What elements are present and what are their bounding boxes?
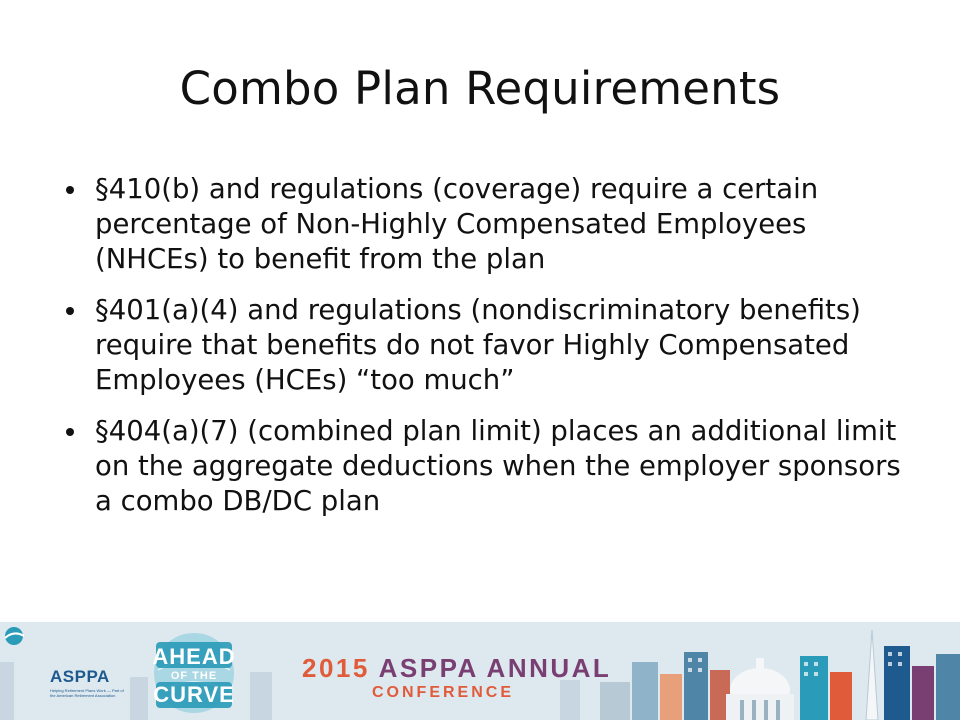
bullet-dot-icon <box>66 428 74 436</box>
bullet-dot-icon <box>66 307 74 315</box>
bullet-text: §410(b) and regulations (coverage) require a certain percentage of Non-Highly Compensated Employees (NHCEs) to benefit from the plan <box>95 173 819 275</box>
bullet-text: §401(a)(4) and regulations (nondiscriminatory benefits) require that benefits do not favor Highly Compensated Employees (HCEs) “too much” <box>95 294 861 396</box>
bullet-dot-icon <box>66 186 74 194</box>
conference-year: 2015 <box>302 653 370 683</box>
conference-subtitle: CONFERENCE <box>372 684 515 701</box>
bullet-list <box>62 172 912 535</box>
asppa-logo-icon <box>0 622 105 662</box>
asppa-tagline: Helping Retirement Plans Work — Part of the American Retirement Association <box>50 688 124 698</box>
ahead-of-the-curve-badge <box>148 630 240 716</box>
badge-line-2: OF THE <box>170 670 218 682</box>
bullet-item <box>62 172 912 277</box>
bullet-item <box>62 293 912 398</box>
conference-title <box>302 653 611 684</box>
slide-title: Combo Plan Requirements <box>179 62 781 115</box>
asppa-name: ASPPA <box>50 667 110 686</box>
badge-line-1: AHEAD <box>152 644 236 669</box>
bullet-text: §404(a)(7) (combined plan limit) places an additional limit on the aggregate deductions when the employer sponsors a combo DB/DC plan <box>95 415 901 517</box>
badge-line-3: CURVE <box>153 682 235 707</box>
conference-name: ASPPA ANNUAL <box>378 653 612 683</box>
bullet-item <box>62 414 912 519</box>
